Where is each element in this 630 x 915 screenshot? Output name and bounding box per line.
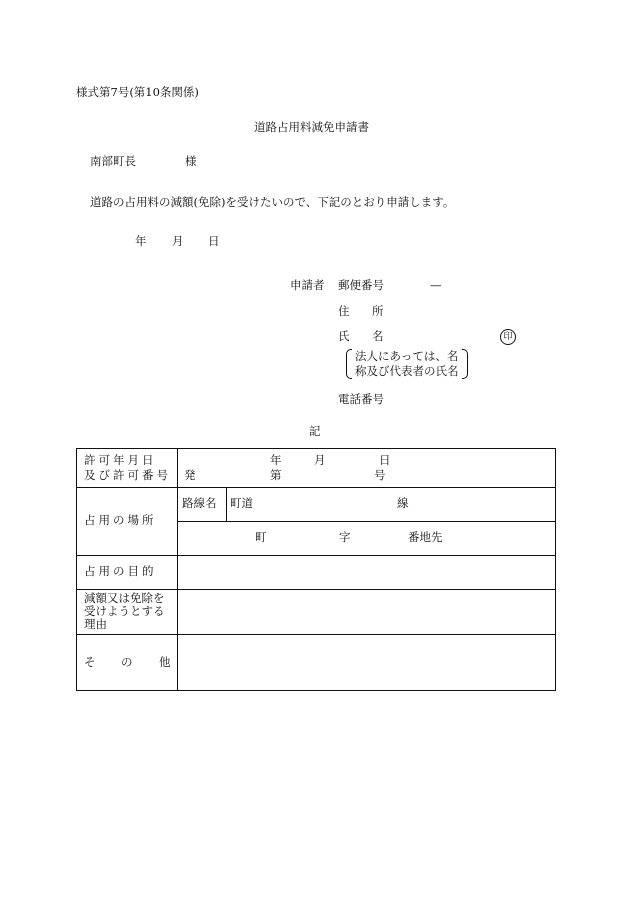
date-month: 月	[172, 234, 184, 248]
phone-number-label: 電話番号	[338, 392, 384, 406]
applicant-label: 申請者	[290, 278, 325, 292]
permit-label-line2: 及び許可番号	[84, 468, 171, 482]
form-number: 様式第7号(第10条関係)	[76, 85, 199, 99]
bracket-right	[462, 349, 468, 379]
row-divider	[77, 634, 555, 635]
location-cho: 町	[255, 530, 267, 544]
addressee-honorific: 様	[185, 154, 197, 168]
reason-label-line3: 理由	[84, 617, 107, 631]
bracket-left	[346, 349, 352, 379]
reason-label-line2: 受けようとする	[84, 604, 165, 618]
permit-year: 年	[270, 453, 282, 467]
postal-code-dash: —	[430, 278, 442, 292]
date-year: 年	[135, 234, 147, 248]
location-banchi: 番地先	[408, 530, 443, 544]
row-divider	[77, 589, 555, 590]
addressee-name: 南部町長	[90, 154, 136, 168]
row-divider	[178, 521, 555, 522]
permit-label-line1: 許可年月日	[84, 453, 157, 467]
address-label-2: 所	[372, 304, 384, 318]
purpose-label: 占用の目的	[84, 564, 157, 578]
permit-month: 月	[314, 453, 326, 467]
address-label-1: 住	[338, 304, 350, 318]
permit-go: 号	[374, 468, 386, 482]
application-table	[76, 448, 556, 691]
corporate-note-line2: 称及び代表者の氏名	[355, 364, 459, 378]
permit-dai: 第	[270, 468, 282, 482]
other-label-2: の	[121, 655, 133, 669]
permit-day: 日	[379, 453, 391, 467]
seal-mark: 印	[500, 329, 516, 345]
corporate-note	[346, 349, 468, 379]
reason-label-line1: 減額又は免除を	[84, 591, 165, 605]
location-label: 占用の場所	[84, 513, 157, 527]
corporate-note-line1: 法人にあっては、名	[355, 349, 459, 363]
column-divider	[177, 449, 178, 690]
location-aza: 字	[339, 530, 351, 544]
document-title: 道路占用料減免申請書	[254, 120, 369, 134]
other-label-3: 他	[159, 655, 171, 669]
ki-heading: 記	[309, 424, 321, 438]
row-divider	[77, 555, 555, 556]
route-town-road: 町道	[230, 496, 253, 510]
other-label-1: そ	[84, 655, 96, 669]
name-label-2: 名	[372, 329, 384, 343]
row-divider	[77, 487, 555, 488]
date-day: 日	[208, 234, 220, 248]
route-line-suffix: 線	[397, 496, 409, 510]
postal-code-label: 郵便番号	[338, 278, 384, 292]
application-statement: 道路の占用料の減額(免除)を受けたいので、下記のとおり申請します。	[90, 195, 455, 209]
route-name-label: 路線名	[182, 496, 217, 510]
name-label-1: 氏	[338, 329, 350, 343]
column-divider	[226, 487, 227, 521]
permit-hatsu: 発	[184, 468, 196, 482]
